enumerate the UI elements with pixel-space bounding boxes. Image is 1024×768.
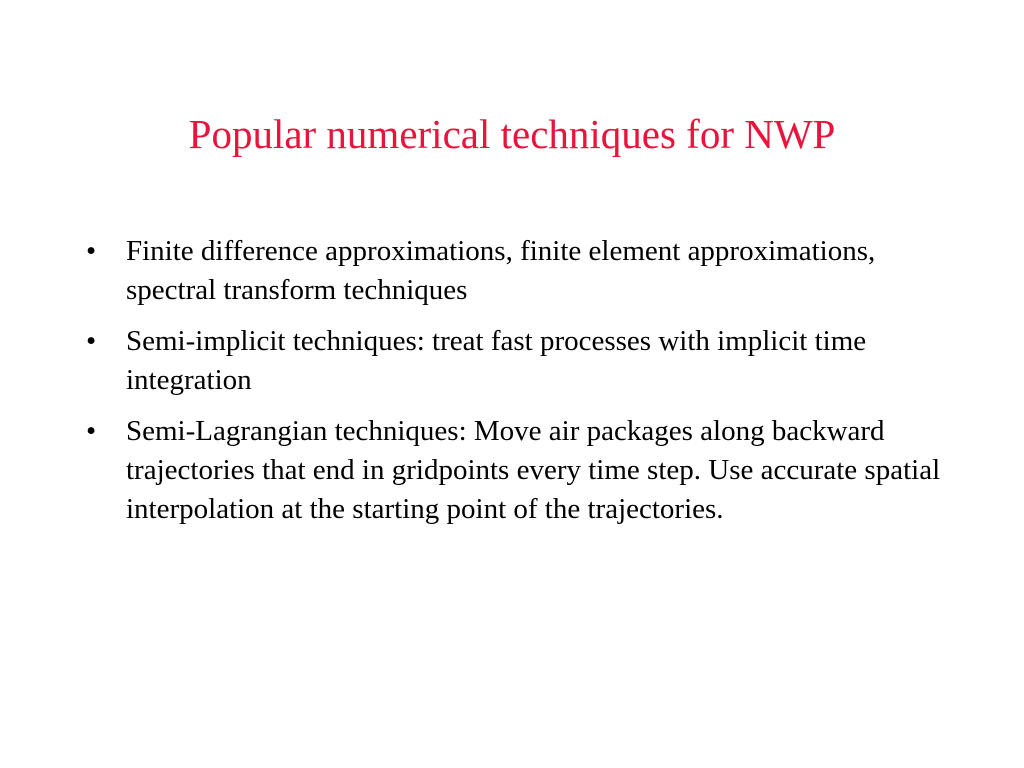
bullet-item-semi-lagrangian [86,412,946,529]
bullet-text: Semi-implicit techniques: treat fast processes with implicit time integration [126,325,867,396]
bullet-icon: • [86,325,97,357]
slide-title: Popular numerical techniques for NWP [188,111,836,157]
bullet-text: Semi-Lagrangian techniques: Move air packages along backward trajectories that end in gridpoints every time step. Use accurate spatial interpolation at the starting point of the trajectories. [126,415,941,525]
bullet-icon: • [86,415,97,447]
bullet-item-semi-implicit [86,322,946,400]
bullet-list [86,232,946,541]
bullet-item-numerical-methods [86,232,946,310]
bullet-icon: • [86,235,97,267]
bullet-text: Finite difference approximations, finite element approximations, spectral transform techniques [126,235,876,306]
